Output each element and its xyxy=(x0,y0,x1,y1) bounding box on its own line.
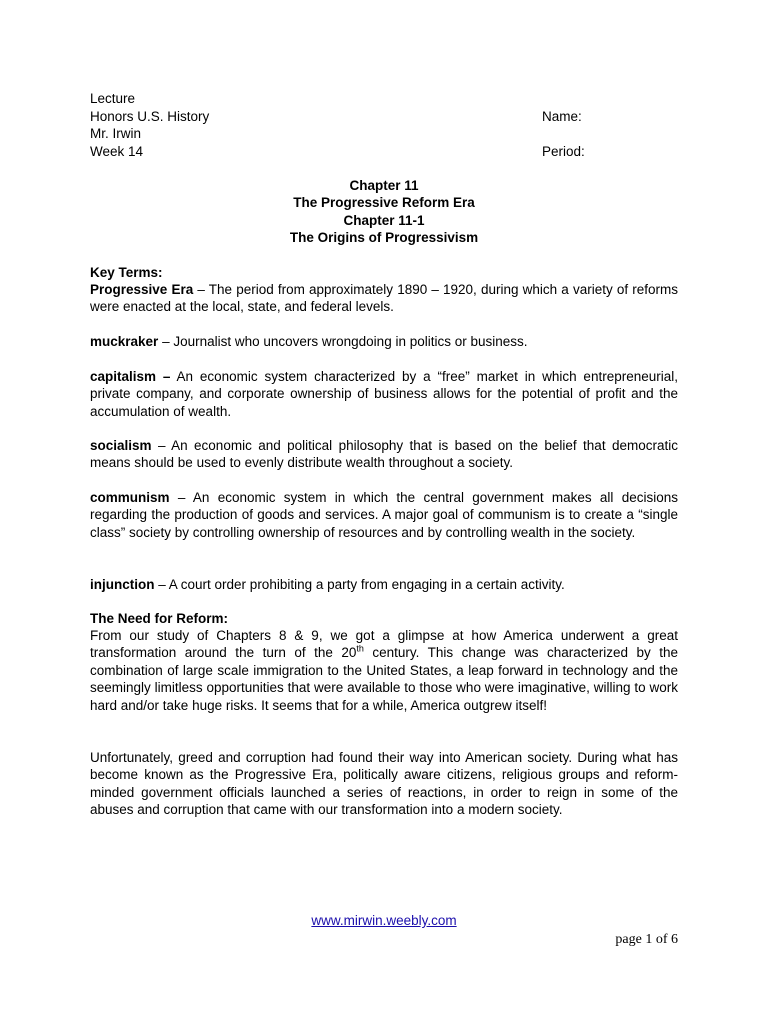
term-entry xyxy=(90,489,678,541)
course-label: Honors U.S. History xyxy=(90,109,210,124)
reform-p1-text: From our study of Chapters 8 & 9, we got a glimpse at how America underwent a great transformation around the turn of the 20 xyxy=(90,628,678,661)
name-field-label: Name: xyxy=(542,109,582,124)
term-entry xyxy=(90,333,678,350)
term-name: capitalism – xyxy=(90,369,171,384)
term-name: socialism xyxy=(90,438,152,453)
term-name: muckraker xyxy=(90,334,159,349)
term-separator: – xyxy=(151,438,172,453)
term-entry xyxy=(90,281,678,316)
term-definition: An economic system characterized by a “free” market in which entrepreneurial, private company, and corporate ownership of business allows for the potential of profit and the accumulation of wealth. xyxy=(90,369,678,419)
need-for-reform-heading: The Need for Reform: xyxy=(90,611,229,626)
term-name: Progressive Era xyxy=(90,282,194,297)
era-title: The Progressive Reform Era xyxy=(293,195,475,210)
chapter-title: Chapter 11 xyxy=(349,178,419,193)
term-separator: – xyxy=(154,577,169,592)
term-definition: A court order prohibiting a party from engaging in a certain activity. xyxy=(168,577,565,592)
week-label: Week 14 xyxy=(90,144,144,159)
term-definition: Journalist who uncovers wrongdoing in politics or business. xyxy=(173,334,528,349)
term-name: injunction xyxy=(90,577,155,592)
term-definition: An economic system in which the central government makes all decisions regarding the production of goods and services. A major goal of communism is to create a “single class” society by controlling ownership of resources and by controlling wealth in the society. xyxy=(90,490,679,540)
section-title: Chapter 11-1 xyxy=(343,213,425,228)
reform-paragraph-2: Unfortunately, greed and corruption had found their way into American society. During what has become known as the Progressive Era, politically aware citizens, religious groups and reform-minded government officials launched a series of reactions, in order to reign in some of the abuses and corruption that came with our transformation into a modern society. xyxy=(90,750,678,818)
term-entry xyxy=(90,576,678,593)
term-separator: – xyxy=(193,282,209,297)
term-definition: The period from approximately 1890 – 1920, during which a variety of reforms were enacted at the local, state, and federal levels. xyxy=(90,282,679,315)
lecture-label: Lecture xyxy=(90,91,136,106)
term-definition: An economic and political philosophy that is based on the belief that democratic means should be used to evenly distribute wealth throughout a society. xyxy=(90,438,678,471)
page-number: page 1 of 6 xyxy=(615,932,678,947)
period-field-label: Period: xyxy=(542,144,585,159)
term-entry xyxy=(90,368,678,420)
term-entry xyxy=(90,437,678,472)
term-separator: – xyxy=(169,490,193,505)
reform-paragraph-1 xyxy=(90,627,678,714)
teacher-label: Mr. Irwin xyxy=(90,126,142,141)
website-link[interactable]: www.mirwin.weebly.com xyxy=(311,913,457,928)
reform-p1-superscript: th xyxy=(356,643,364,654)
origins-title: The Origins of Progressivism xyxy=(289,230,479,245)
term-separator: – xyxy=(158,334,174,349)
term-name: communism xyxy=(90,490,170,505)
key-terms-heading: Key Terms: xyxy=(90,265,163,280)
reform-p1-text-cont: century. This change was characterized by the combination of large scale immigration to the United States, a leap forward in technology and the seemingly limitless opportunities that were available to those who were imaginative, willing to work hard and/or take huge risks. It seems that for a while, America outgrew itself! xyxy=(90,645,678,713)
